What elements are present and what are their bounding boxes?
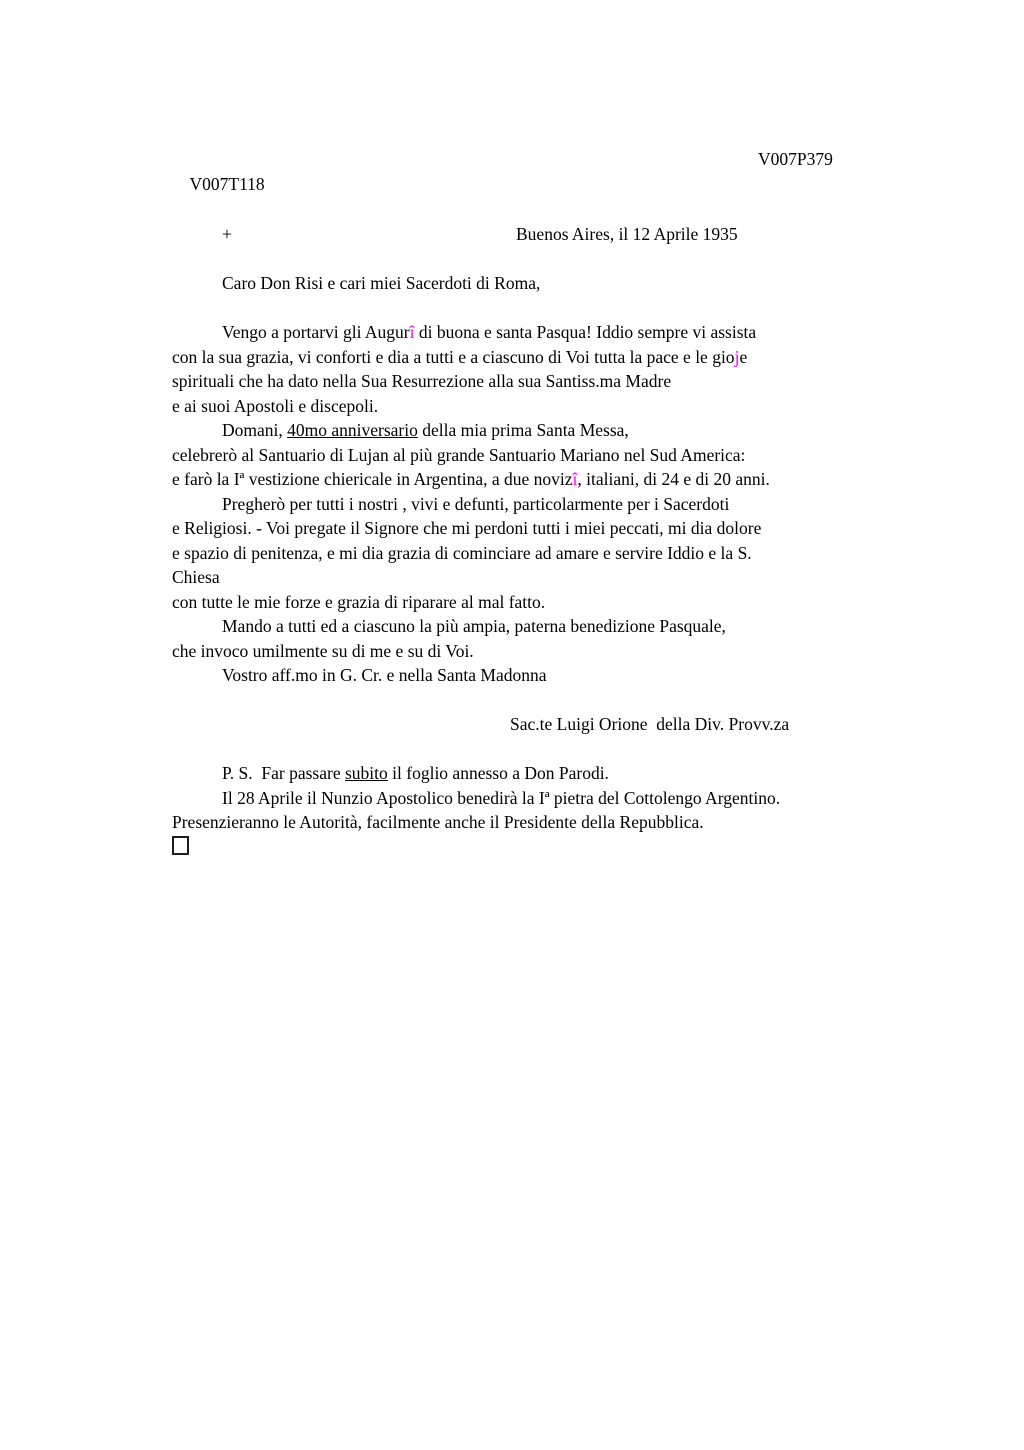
text-line	[172, 639, 886, 664]
text-segment: Mando a tutti ed a ciascuno la più ampia, paterna benedizione Pasquale,	[222, 616, 726, 636]
text-segment: Vostro aff.mo in G. Cr. e nella Santa Madonna	[222, 665, 547, 685]
highlighted-char: î	[409, 322, 415, 342]
text-segment: Sac.te Luigi Orione della Div. Provv.za	[510, 714, 790, 734]
text-line	[172, 516, 886, 541]
text-line	[172, 247, 886, 272]
text-line	[172, 590, 886, 615]
text-segment: e farò la Iª vestizione chiericale in Argentina, a due noviz	[172, 469, 573, 489]
text-line	[172, 418, 886, 443]
text-line	[172, 835, 886, 860]
document-code-left: V007T118	[189, 173, 265, 194]
document-code-right: V007P379	[758, 149, 833, 169]
text-segment: Domani,	[222, 420, 288, 440]
text-segment: con la sua grazia, vi conforti e dia a tutti e a ciascuno di Voi tutta la pace e le gio	[172, 346, 735, 367]
text-segment: Il 28 Aprile il Nunzio Apostolico benedirà la Iª pietra del Cottolengo Argentino.	[222, 787, 781, 808]
highlighted-char: î	[572, 469, 578, 489]
text-segment: P. S. Far passare	[222, 763, 345, 783]
text-line	[172, 541, 886, 566]
text-segment: Vengo a portarvi gli Augur	[222, 322, 410, 342]
header-row	[172, 147, 886, 194]
text-segment: Presenzieranno le Autorità, facilmente anche il Presidente della Repubblica.	[172, 812, 704, 832]
unknown-glyph-box	[172, 836, 189, 855]
text-line	[172, 345, 886, 370]
text-segment: e	[739, 346, 748, 367]
text-segment: spirituali che ha dato nella Sua Resurrezione alla sua Santiss.ma Madre	[172, 371, 672, 391]
text-segment: e Religiosi. - Voi pregate il Signore che mi perdoni tutti i miei peccati, mi dia dolore	[172, 518, 762, 538]
text-line	[172, 467, 886, 492]
text-segment: che invoco umilmente su di me e su di Voi.	[172, 640, 474, 661]
text-line	[172, 688, 886, 713]
text-segment: Buenos Aires, il 12 Aprile 1935	[516, 224, 738, 244]
text-line	[172, 737, 886, 762]
text-segment: Pregherò per tutti i nostri , vivi e defunti, particolarmente per i Sacerdoti	[222, 493, 730, 514]
text-segment: +	[222, 224, 232, 244]
text-line	[172, 271, 886, 296]
text-line	[172, 712, 886, 737]
text-segment: celebrerò al Santuario di Lujan al più grande Santuario Mariano nel Sud America:	[172, 444, 746, 465]
letter-body	[172, 222, 886, 859]
text-line	[172, 786, 886, 811]
underlined-text: subito	[344, 763, 388, 783]
text-segment: con tutte le mie forze e grazia di riparare al mal fatto.	[172, 591, 546, 612]
text-line	[172, 761, 886, 786]
highlighted-char: j	[734, 346, 740, 367]
text-segment: di buona e santa Pasqua! Iddio sempre vi assista	[414, 322, 757, 342]
text-segment: e ai suoi Apostoli e discepoli.	[172, 395, 379, 416]
text-line	[172, 614, 886, 639]
text-segment: e spazio di penitenza, e mi dia grazia di cominciare ad amare e servire Iddio e la S.	[172, 542, 752, 563]
text-line	[172, 663, 886, 688]
text-line	[172, 369, 886, 394]
text-line	[172, 394, 886, 419]
text-line	[172, 443, 886, 468]
underlined-text: 40mo anniversario	[287, 420, 418, 440]
text-segment: Chiesa	[172, 567, 220, 587]
text-segment: , italiani, di 24 e di 20 anni.	[577, 469, 770, 489]
text-line	[172, 296, 886, 321]
text-line	[172, 565, 886, 590]
letter-document	[172, 147, 886, 859]
text-line	[172, 492, 886, 517]
text-line	[172, 320, 886, 345]
text-line	[172, 810, 886, 835]
text-line	[172, 222, 886, 247]
text-segment: della mia prima Santa Messa,	[417, 420, 629, 440]
text-segment: il foglio annesso a Don Parodi.	[387, 763, 609, 783]
text-segment: Caro Don Risi e cari miei Sacerdoti di Roma,	[222, 273, 541, 293]
